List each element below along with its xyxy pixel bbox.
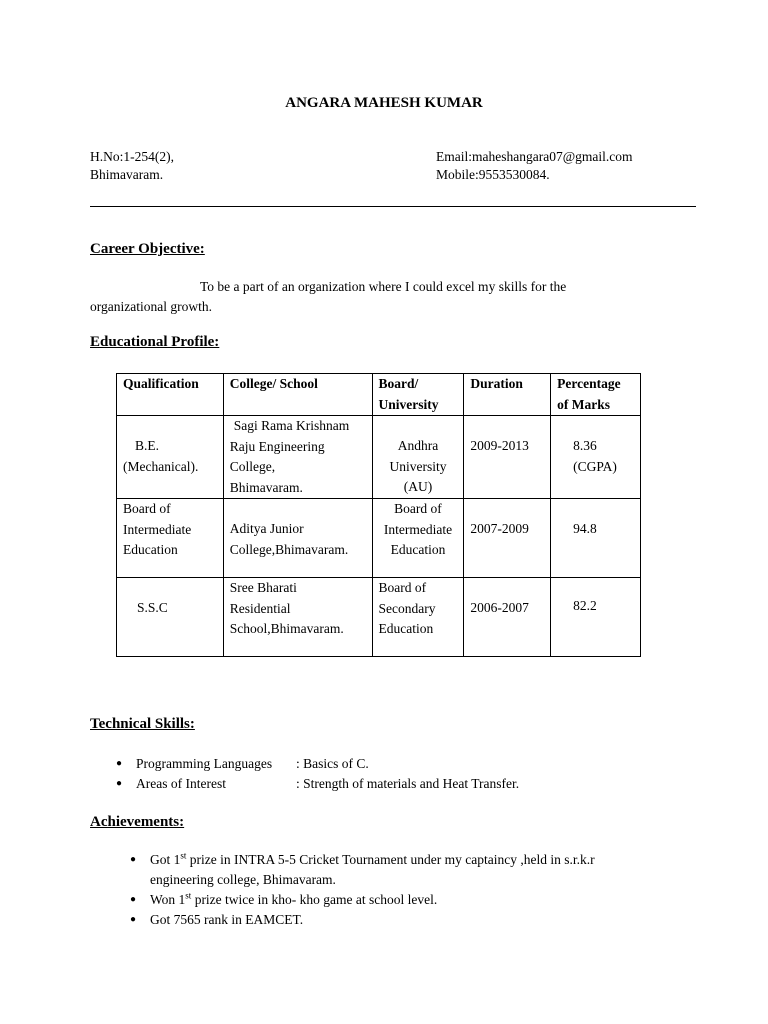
bullet-icon: ● — [116, 758, 123, 769]
technical-skills-list — [90, 754, 710, 794]
cell-qualification: B.E. (Mechanical). — [117, 416, 224, 499]
bullet-icon: ● — [130, 914, 137, 925]
mobile-text: Mobile:9553530084. — [436, 167, 550, 182]
table-row — [117, 416, 641, 499]
cell-college: Sagi Rama Krishnam Raju Engineering College, Bhimavaram. — [223, 416, 372, 499]
contact-block — [436, 148, 633, 184]
educational-profile-heading: Educational Profile: — [90, 334, 220, 350]
list-item: ● Won 1st prize twice in kho- kho game at school level. — [104, 890, 704, 910]
cell-board: Board of Secondary Education — [372, 578, 464, 657]
col-college: College/ School — [223, 374, 372, 416]
address-line-1: H.No:1-254(2), — [90, 149, 174, 164]
cell-marks: 8.36 (CGPA) — [551, 416, 641, 499]
achievements-heading: Achievements: — [90, 814, 185, 830]
table-row — [117, 499, 641, 578]
cell-board: Board of Intermediate Education — [372, 499, 464, 578]
list-item: ● Programming Languages : Basics of C. — [90, 754, 710, 774]
address-block — [90, 148, 174, 184]
address-line-2: Bhimavaram. — [90, 167, 164, 182]
header-divider — [90, 206, 696, 207]
bullet-icon: ● — [116, 778, 123, 789]
cell-duration: 2009-2013 — [464, 416, 551, 499]
col-marks: Percentage of Marks — [551, 374, 641, 416]
achievements-list — [104, 850, 704, 930]
objective-line-1: To be a part of an organization where I could excel my skills for the — [200, 279, 567, 294]
email-text: Email:maheshangara07@gmail.com — [436, 149, 633, 164]
list-item: ● Areas of Interest : Strength of materials and Heat Transfer. — [90, 774, 710, 794]
table-row — [117, 578, 641, 657]
list-item: ● Got 1st prize in INTRA 5-5 Cricket Tournament under my captaincy ,held in s.r.k.r engineering college, Bhimavaram. — [130, 850, 595, 887]
cell-college: Sree Bharati Residential School,Bhimavaram. — [223, 578, 372, 657]
cell-college: Aditya Junior College,Bhimavaram. — [223, 499, 372, 578]
col-duration: Duration — [464, 374, 551, 416]
cell-qualification: Board of Intermediate Education — [117, 499, 224, 578]
technical-skills-heading: Technical Skills: — [90, 716, 195, 732]
list-item: ● Got 7565 rank in EAMCET. — [104, 910, 704, 930]
education-table — [116, 373, 641, 657]
career-objective-heading: Career Objective: — [90, 241, 205, 257]
col-qualification: Qualification — [117, 374, 224, 416]
table-header-row — [117, 374, 641, 416]
cell-duration: 2006-2007 — [464, 578, 551, 657]
cell-marks: 94.8 — [551, 499, 641, 578]
bullet-icon: ● — [130, 854, 137, 865]
col-board: Board/ University — [372, 374, 464, 416]
resume-name: ANGARA MAHESH KUMAR — [285, 95, 483, 111]
cell-duration: 2007-2009 — [464, 499, 551, 578]
objective-line-2: organizational growth. — [90, 299, 212, 314]
cell-qualification: S.S.C — [117, 578, 224, 657]
bullet-icon: ● — [130, 894, 137, 905]
cell-marks: 82.2 — [551, 578, 641, 657]
cell-board: Andhra University (AU) — [372, 416, 464, 499]
